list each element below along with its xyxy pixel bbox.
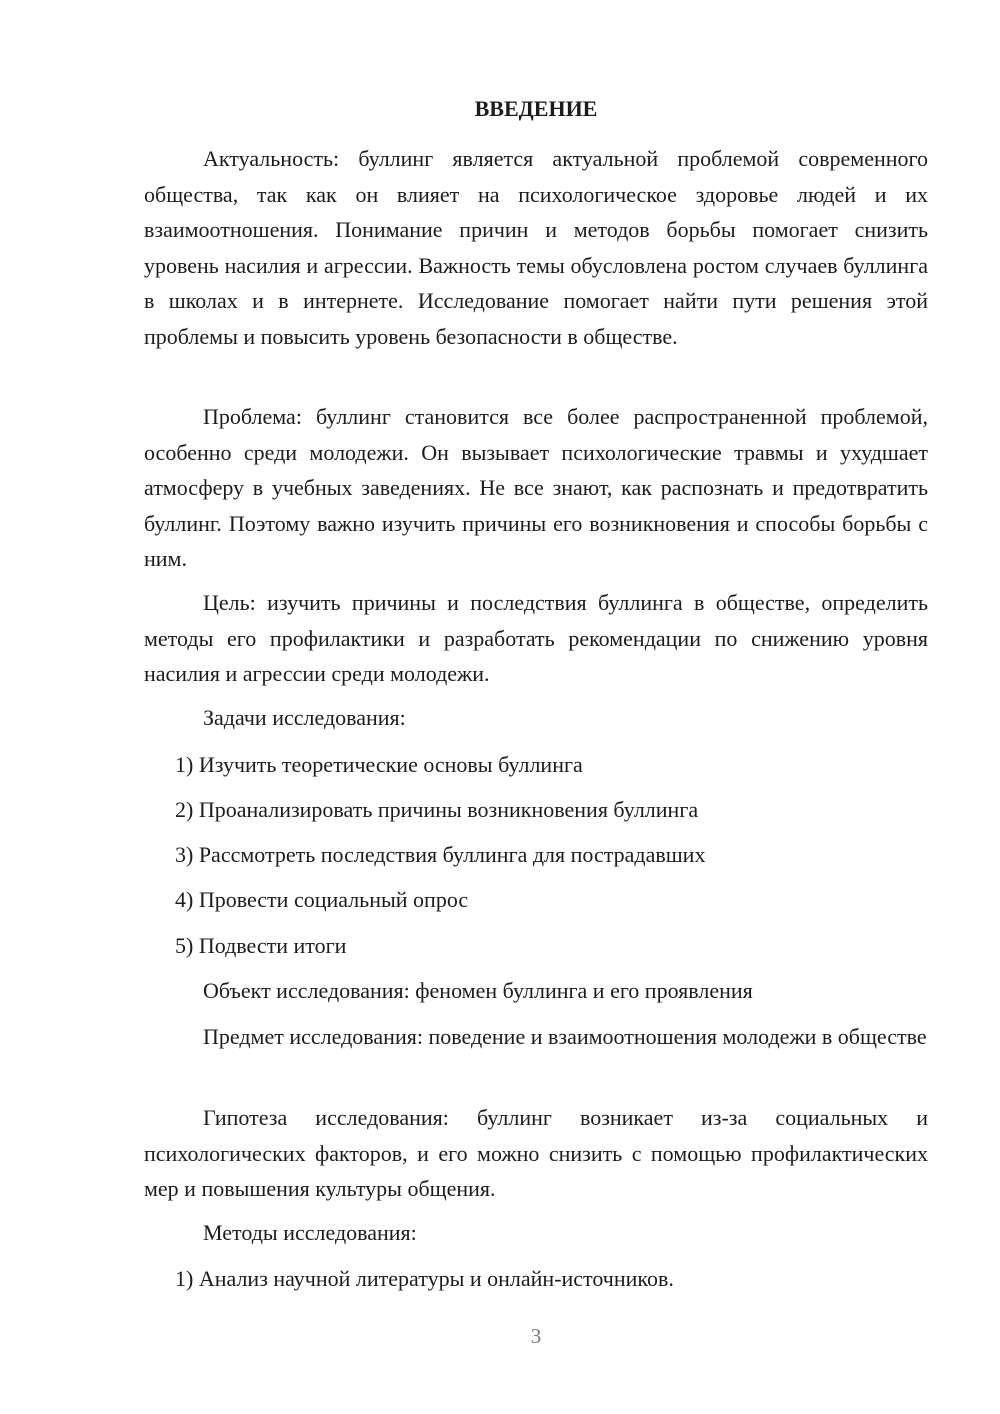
paragraph-problem: Проблема: буллинг становится все более распространенной проблемой, особенно среди молодежи. Он вызывает психологические травмы и ухудшает атмосферу в учебных заведениях. Не все знают, как распознать и предотвратить буллинг. Поэтому важно изучить причины его возникновения и способы борьбы с ним. xyxy=(144,404,928,571)
paragraph-hypothesis: Гипотеза исследования: буллинг возникает из-за социальных и психологических факторов, и его можно снизить с помощью профилактических мер и повышения культуры общения. xyxy=(144,1105,928,1201)
list-item: 5) Подвести итоги xyxy=(175,933,347,958)
methods-heading: Методы исследования: xyxy=(203,1220,417,1245)
paragraph-object: Объект исследования: феномен буллинга и его проявления xyxy=(203,978,753,1003)
list-item: 4) Провести социальный опрос xyxy=(175,887,469,912)
list-item: 2) Проанализировать причины возникновения буллинга xyxy=(175,797,699,822)
list-item: 3) Рассмотреть последствия буллинга для пострадавших xyxy=(175,842,706,867)
page-title: ВВЕДЕНИЕ xyxy=(474,96,598,121)
page-number: 3 xyxy=(530,1324,542,1348)
paragraph-subject: Предмет исследования: поведение и взаимоотношения молодежи в обществе xyxy=(203,1024,927,1049)
list-item: 1) Анализ научной литературы и онлайн-источников. xyxy=(175,1266,674,1291)
tasks-heading: Задачи исследования: xyxy=(203,705,406,730)
paragraph-goal: Цель: изучить причины и последствия буллинга в обществе, определить методы его профилактики и разработать рекомендации по снижению уровня насилия и агрессии среди молодежи. xyxy=(144,590,928,686)
list-item: 1) Изучить теоретические основы буллинга xyxy=(175,752,583,777)
paragraph-relevance: Актуальность: буллинг является актуальной проблемой современного общества, так как он влияет на психологическое здоровье людей и их взаимоотношения. Понимание причин и методов борьбы помогает снизить уровень насилия и агрессии. Важность темы обусловлена ростом случаев буллинга в школах и в интернете. Исследование помогает найти пути решения этой проблемы и повысить уровень безопасности в обществе. xyxy=(144,146,928,349)
